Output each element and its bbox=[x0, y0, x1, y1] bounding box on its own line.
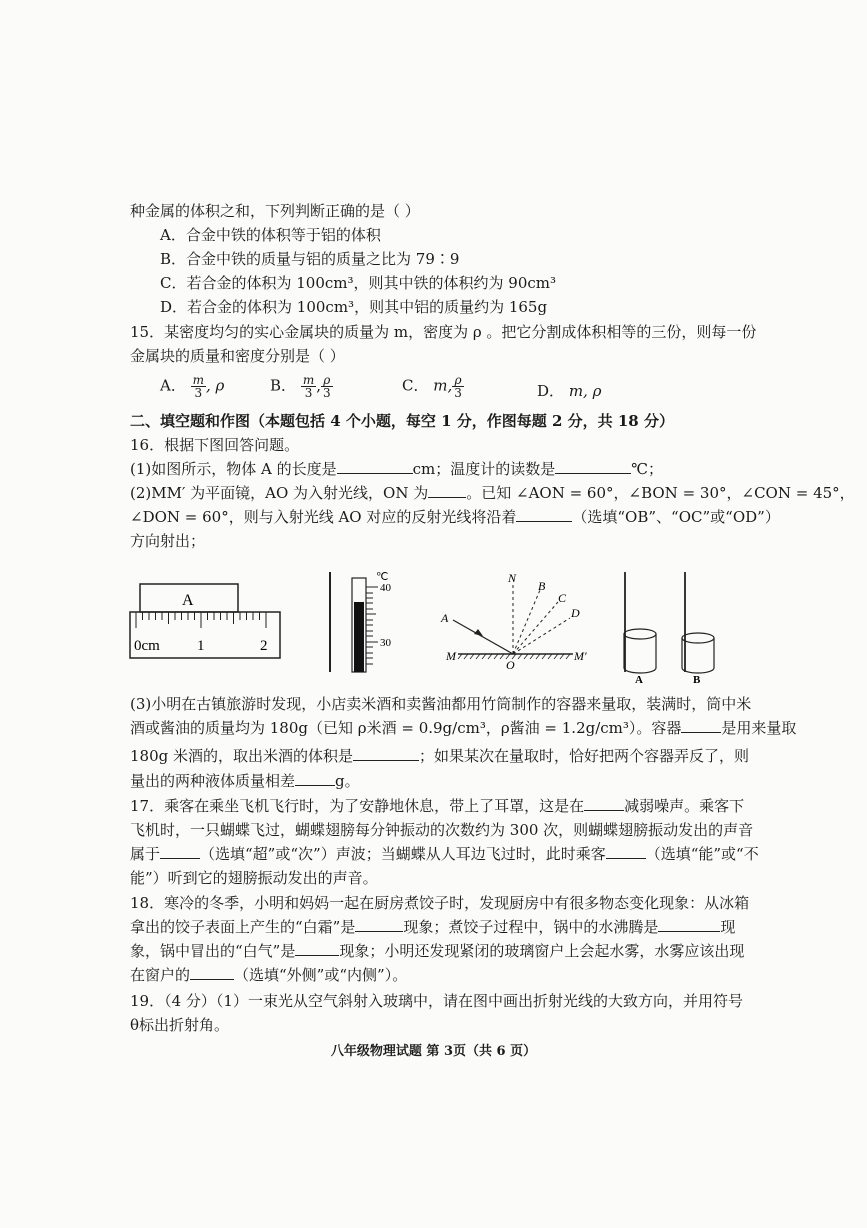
svg-text:1: 1 bbox=[197, 638, 205, 654]
q15-option-b: B． $\frac{m}{3}$ , $\frac{\rho}{3}$ bbox=[270, 373, 331, 400]
page-footer: 八年级物理试题 第 3页（共 6 页） bbox=[330, 1044, 537, 1059]
svg-text:C: C bbox=[558, 591, 567, 605]
q14-option-d: D．若合金的体积为 100cm³，则其中铝的质量约为 165g bbox=[160, 298, 548, 316]
q14-option-b: B．合金中铁的质量与铝的质量之比为 79∶9 bbox=[160, 250, 460, 268]
q19-line2: θ标出折射角。 bbox=[130, 1016, 230, 1034]
svg-text:℃: ℃ bbox=[376, 572, 389, 583]
q14-stem: 种金属的体积之和，下列判断正确的是（ ） bbox=[130, 202, 420, 220]
q16-figures bbox=[128, 572, 718, 684]
thermometer-liquid bbox=[354, 602, 364, 672]
q16-part3-line4: 量出的两种液体质量相差 g。 bbox=[130, 772, 360, 790]
container-a bbox=[624, 629, 656, 673]
q15-option-b-label: B． bbox=[270, 376, 297, 395]
ray-arrow bbox=[474, 629, 483, 636]
q18-line3: 象，锅中冒出的“白气”是 现象；小明还发现紧闭的玻璃窗户上会起水雾，水雾应该出现 bbox=[130, 942, 745, 960]
svg-text:0cm: 0cm bbox=[134, 638, 160, 654]
ray-od bbox=[513, 618, 570, 654]
q17-line3: 属于 （选填“超”或“次”）声波；当蝴蝶从人耳边飞过时，此时乘客 （选填“能”或“不 bbox=[130, 845, 759, 863]
svg-text:M′: M′ bbox=[574, 649, 587, 663]
answer-blank[interactable] bbox=[428, 483, 466, 498]
svg-text:B: B bbox=[538, 579, 546, 593]
svg-text:2: 2 bbox=[260, 638, 268, 654]
q15-option-d: D． m, ρ bbox=[537, 382, 602, 400]
svg-text:B: B bbox=[693, 674, 701, 684]
answer-blank[interactable] bbox=[295, 771, 335, 786]
q17-line2: 飞机时，一只蝴蝶飞过，蝴蝶翅膀每分钟振动的次数约为 300 次，则蝴蝶翅膀振动发出的声音 bbox=[130, 821, 754, 839]
answer-blank[interactable] bbox=[555, 459, 631, 474]
q15-option-a-frac: $\frac{m}{3}$ bbox=[192, 373, 205, 400]
container-b bbox=[682, 633, 714, 673]
q16-part2-line1: (2)MM′ 为平面镜，AO 为入射光线，ON 为 。已知 ∠AON = 60°，∠BON = 30°，∠CON = 45°， bbox=[130, 484, 855, 502]
answer-blank[interactable] bbox=[584, 796, 624, 811]
answer-blank[interactable] bbox=[516, 507, 572, 522]
ruler-figure bbox=[130, 584, 280, 658]
q17-line1: 17．乘客在乘坐飞机飞行时，为了安静地休息，带上了耳罩，这是在 减弱噪声。乘客下 bbox=[130, 797, 745, 815]
q17-line4: 能”）听到它的翅膀振动发出的声音。 bbox=[130, 869, 378, 887]
answer-blank[interactable] bbox=[190, 965, 234, 980]
answer-blank[interactable] bbox=[355, 917, 403, 932]
mirror-reflection-figure bbox=[440, 572, 587, 672]
q15-option-c: C． m, $\frac{\rho}{3}$ bbox=[402, 373, 462, 400]
ray-ob bbox=[513, 590, 540, 654]
ray-oc bbox=[513, 602, 558, 654]
q16-intro: 16．根据下图回答问题。 bbox=[130, 436, 300, 454]
answer-blank[interactable] bbox=[606, 844, 646, 859]
answer-blank[interactable] bbox=[160, 844, 200, 859]
q15-stem-line2: 金属块的质量和密度分别是（ ） bbox=[130, 347, 345, 365]
q15-option-a: A． $\frac{m}{3}$ , ρ bbox=[160, 373, 225, 400]
q14-option-c: C．若合金的体积为 100cm³，则其中铁的体积约为 90cm³ bbox=[160, 274, 557, 292]
answer-blank[interactable] bbox=[681, 718, 721, 733]
svg-text:M: M bbox=[446, 649, 456, 663]
q19-line1: 19．（4 分）（1）一束光从空气斜射入玻璃中，请在图中画出折射光线的大致方向，并用符号 bbox=[130, 992, 743, 1010]
q15-option-d-label: D． bbox=[537, 382, 565, 400]
q14-option-a: A．合金中铁的体积等于铝的体积 bbox=[160, 226, 381, 244]
svg-text:O: O bbox=[506, 658, 515, 672]
q15-option-c-label: C． bbox=[402, 376, 429, 395]
q15-option-a-label: A． bbox=[160, 376, 186, 395]
answer-blank[interactable] bbox=[353, 746, 419, 761]
q16-part3-line1: (3)小明在古镇旅游时发现，小店卖米酒和卖酱油都用竹筒制作的容器来量取，装满时，筒中米 bbox=[130, 695, 752, 713]
svg-text:A: A bbox=[635, 674, 643, 684]
q18-line1: 18．寒冷的冬季，小明和妈妈一起在厨房煮饺子时，发现厨房中有很多物态变化现象：从冰箱 bbox=[130, 894, 750, 912]
q18-line4: 在窗户的 （选填“外侧”或“内侧”）。 bbox=[130, 966, 408, 984]
q18-line2: 拿出的饺子表面上产生的“白霜”是 现象；煮饺子过程中，锅中的水沸腾是 现 bbox=[130, 918, 736, 936]
svg-text:A: A bbox=[182, 592, 194, 609]
svg-text:30: 30 bbox=[380, 637, 391, 649]
answer-blank[interactable] bbox=[295, 941, 339, 956]
q15-stem-line1: 15．某密度均匀的实心金属块的质量为 m，密度为 ρ 。把它分割成体积相等的三份，则每一份 bbox=[130, 323, 757, 341]
svg-text:N: N bbox=[508, 572, 517, 585]
svg-text:A: A bbox=[441, 611, 449, 625]
section-2-title: 二、填空题和作图（本题包括 4 个小题，每空 1 分，作图每题 2 分，共 18 分） bbox=[130, 412, 674, 430]
q16-part3-line2: 酒或酱油的质量均为 180g（已知 ρ米酒 = 0.9g/cm³，ρ酱油 = 1.2g/cm³）。容器 是用来量取 bbox=[130, 719, 797, 737]
q16-part2-line2: ∠DON = 60°，则与入射光线 AO 对应的反射光线将沿着 （选填“OB”、“OC”或“OD”） bbox=[130, 508, 780, 526]
svg-text:D: D bbox=[571, 606, 580, 620]
answer-blank[interactable] bbox=[337, 459, 413, 474]
bamboo-containers-figure bbox=[624, 572, 714, 684]
svg-text:40: 40 bbox=[380, 582, 391, 594]
q16-part2-line3: 方向射出； bbox=[130, 532, 206, 550]
q16-part3-line3: 180g 米酒的，取出米酒的体积是 ；如果某次在量取时，恰好把两个容器弄反了，则 bbox=[130, 747, 750, 765]
q16-part1: (1)如图所示，物体 A 的长度是 cm；温度计的读数是 ℃； bbox=[130, 460, 664, 478]
answer-blank[interactable] bbox=[658, 917, 720, 932]
thermometer-figure bbox=[330, 572, 392, 672]
incident-ray bbox=[453, 620, 513, 654]
